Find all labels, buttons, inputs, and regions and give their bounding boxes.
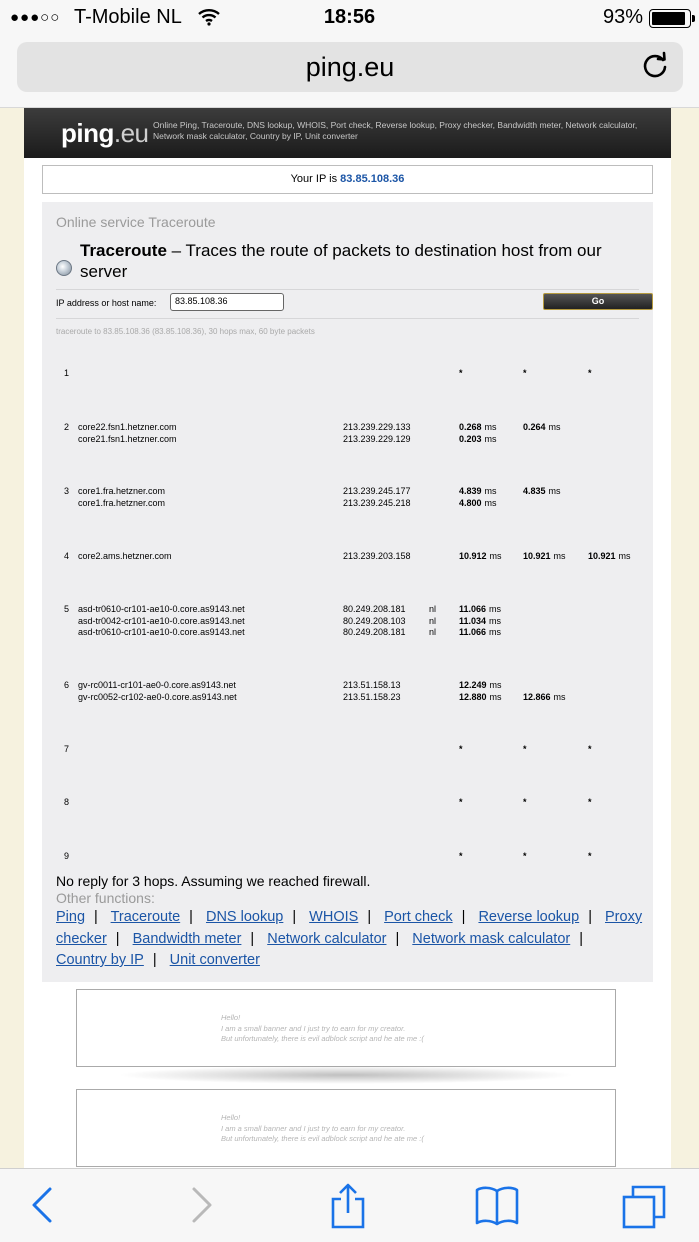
page-title-rest: – Traces the route of packets to destination host from our server (80, 241, 602, 281)
function-link-port-check[interactable]: Port check (384, 909, 453, 925)
hop-hostname-column (78, 551, 172, 563)
hop-ip: 213.239.229.133 (343, 422, 411, 432)
hop-time-column (588, 797, 592, 809)
function-link-reverse-lookup[interactable]: Reverse lookup (478, 909, 580, 925)
hop-time (523, 744, 527, 756)
hop-hostname: core21.fsn1.hetzner.com (78, 433, 177, 444)
battery-fill (652, 12, 685, 25)
hop-hostname: asd-tr0610-cr101-ae10-0.core.as9143.net (78, 627, 245, 637)
hop-hostname-column (78, 604, 245, 639)
hop-time-value: 4.800 (459, 497, 482, 508)
hop-ip-column (343, 680, 401, 703)
hop-time-unit: ms (484, 433, 497, 444)
status-bar (0, 0, 699, 36)
hop-time-column (523, 368, 527, 380)
battery-percent: 93% (602, 6, 643, 28)
hop-number: 7 (64, 744, 70, 754)
clock: 18:56 (323, 6, 376, 28)
banner-text (221, 1113, 424, 1145)
hop-time-unit: ms (489, 627, 502, 637)
hop-hostname: gv-rc0011-cr101-ae0-0.core.as9143.net (78, 680, 236, 690)
hop-time (459, 486, 497, 498)
battery-icon (649, 9, 691, 28)
hop-time-column (523, 551, 566, 563)
hop-time-column (523, 851, 527, 863)
hop-time-value: 4.839 (459, 486, 482, 496)
host-input[interactable]: 83.85.108.36 (170, 293, 284, 311)
hop-time-unit: ms (618, 551, 631, 561)
hop-time-unit: ms (548, 422, 561, 432)
hop-time (459, 692, 502, 704)
address-url[interactable]: ping.eu (305, 52, 395, 82)
forward-icon[interactable] (176, 1183, 224, 1229)
page-title-strong: Traceroute (80, 241, 167, 260)
hop-time-unit: ms (489, 615, 502, 626)
hop-time-unit: ms (553, 691, 566, 702)
hop-time-value: * (588, 797, 592, 807)
hop-time-column (523, 744, 527, 756)
hop-time-value: * (588, 368, 592, 378)
hop-time (459, 616, 501, 628)
tabs-icon[interactable] (620, 1183, 668, 1229)
hop-time-value: * (523, 744, 527, 754)
hop-hostname-column (78, 680, 237, 703)
hop-time (459, 797, 463, 809)
hop-time-value: * (523, 368, 527, 378)
hop-country: nl (429, 604, 437, 614)
hop-time-value: 11.034 (459, 615, 487, 626)
function-link-ping[interactable]: Ping (56, 909, 86, 925)
hop-time-value: 0.268 (459, 422, 482, 432)
hop-country-column (429, 604, 436, 639)
ad-banner (76, 989, 616, 1067)
hop-ip: 213.239.245.177 (343, 486, 411, 496)
hop-time (523, 851, 527, 863)
hop-time-column (459, 744, 463, 756)
link-separator: | (189, 909, 193, 925)
other-functions-label: Other functions: (56, 890, 155, 906)
hop-time-value: 10.912 (459, 551, 487, 561)
page-content (24, 108, 671, 1168)
hop-time-column (588, 744, 592, 756)
hop-time-column (459, 797, 463, 809)
banner-line: But unfortunately, there is evil adblock script and he ate me :( (221, 1034, 424, 1043)
hop-time-value: 12.866 (523, 691, 551, 702)
link-separator: | (292, 909, 297, 925)
hop-time-value: 0.264 (523, 422, 546, 432)
hop-number: 6 (64, 680, 70, 690)
link-separator: | (461, 909, 466, 925)
hop-number: 2 (64, 422, 70, 432)
link-separator: | (579, 930, 584, 947)
hop-time (588, 744, 592, 756)
function-link-network-mask-calculator[interactable]: Network mask calculator (412, 930, 571, 947)
function-link-whois[interactable]: WHOIS (309, 909, 359, 925)
signal-strength-icon: ●●●○○ (10, 9, 61, 26)
hop-time-column (588, 851, 592, 863)
your-ip-label: Your IP is (290, 173, 338, 185)
hop-time (523, 551, 566, 563)
hop-time-value: * (523, 797, 527, 807)
hop-time (459, 368, 463, 380)
hop-time (459, 604, 501, 616)
hop-time-unit: ms (489, 680, 502, 690)
hop-hostname: core1.fra.hetzner.com (78, 497, 166, 508)
hop-time (459, 434, 497, 446)
hop-time-column (459, 422, 497, 445)
hop-time-value: 10.921 (523, 551, 551, 561)
hop-number: 9 (64, 851, 70, 861)
traceroute-panel (42, 202, 653, 982)
hop-time (459, 744, 463, 756)
other-functions-links (56, 907, 646, 972)
hop-ip: 213.239.245.218 (343, 497, 411, 508)
result-note: No reply for 3 hops. Assuming we reached firewall. (56, 873, 371, 889)
page-title (80, 240, 646, 282)
hop-time-unit: ms (484, 497, 497, 508)
back-icon[interactable] (20, 1183, 68, 1229)
hop-time-column (523, 797, 527, 809)
browser-toolbar (0, 1168, 699, 1242)
hop-country: nl (429, 627, 437, 637)
hop-time-unit: ms (484, 422, 497, 432)
link-separator: | (367, 909, 372, 925)
hop-time (459, 851, 463, 863)
hop-number: 1 (64, 368, 70, 378)
function-link-network-calculator[interactable]: Network calculator (267, 930, 387, 947)
hop-time-column (459, 604, 501, 639)
traceroute-info: traceroute to 83.85.108.36 (83.85.108.36), 30 hops max, 60 byte packets (56, 327, 315, 336)
hop-time-column (459, 851, 463, 863)
link-separator: | (152, 952, 157, 968)
hop-ip-column (343, 422, 411, 445)
hop-time (523, 368, 527, 380)
hop-time-column (459, 551, 502, 563)
hop-time-column (459, 486, 497, 509)
hop-time (588, 368, 592, 380)
address-bar[interactable] (17, 42, 683, 92)
hop-ip: 213.239.229.129 (343, 433, 411, 444)
hop-ip: 80.249.208.181 (343, 604, 406, 614)
hop-time-value: 11.066 (459, 627, 487, 637)
hop-time (459, 627, 501, 639)
hop-hostname: asd-tr0042-cr101-ae10-0.core.as9143.net (78, 615, 245, 626)
site-header (24, 108, 671, 158)
hop-ip: 213.239.203.158 (343, 551, 411, 561)
your-ip-box (42, 165, 653, 194)
hop-time-unit: ms (553, 551, 566, 561)
function-link-traceroute[interactable]: Traceroute (110, 909, 181, 925)
banner-text (221, 1013, 424, 1045)
hop-time-value: * (523, 851, 527, 861)
hop-time-column (588, 551, 631, 563)
hop-ip: 213.51.158.13 (343, 680, 401, 690)
hop-time-value: * (459, 797, 463, 807)
banner-line: Hello! (221, 1113, 241, 1122)
logo-tld: .eu (113, 118, 149, 148)
link-separator: | (588, 909, 592, 925)
hop-hostname-column (78, 486, 165, 509)
service-title: Online service Traceroute (56, 214, 216, 230)
hop-time (459, 551, 502, 563)
hop-time (588, 797, 592, 809)
hop-time-value: 0.203 (459, 433, 482, 444)
banner-line: I am a small banner and I just try to earn for my creator. (221, 1023, 406, 1033)
banner-line: Hello! (221, 1013, 241, 1022)
hop-time (588, 551, 631, 563)
hop-time-value: * (588, 744, 592, 754)
traceroute-globe-icon (56, 260, 72, 276)
hop-time-column (523, 486, 561, 498)
bookmarks-icon[interactable] (473, 1183, 521, 1229)
hop-time-value: 10.921 (588, 551, 616, 561)
function-link-country-by-ip[interactable]: Country by IP (56, 952, 144, 968)
share-icon[interactable] (324, 1183, 372, 1229)
hop-time-column (459, 680, 502, 703)
hop-hostname: core22.fsn1.hetzner.com (78, 422, 177, 432)
hop-time-column (588, 368, 592, 380)
hop-ip: 213.51.158.23 (343, 691, 401, 702)
hop-time-unit: ms (489, 691, 502, 702)
function-link-unit-converter[interactable]: Unit converter (169, 952, 260, 968)
hop-time-unit: ms (548, 486, 561, 496)
link-separator: | (250, 930, 255, 947)
function-link-bandwidth-meter[interactable]: Bandwidth meter (132, 930, 242, 947)
function-link-proxy-checker[interactable]: Proxy checker (56, 909, 643, 947)
hop-hostname: asd-tr0610-cr101-ae10-0.core.as9143.net (78, 604, 245, 614)
banner-line: But unfortunately, there is evil adblock script and he ate me :( (221, 1134, 424, 1143)
divider (56, 289, 639, 290)
hop-time-value: * (588, 851, 592, 861)
hop-time-value: 11.066 (459, 604, 487, 614)
hop-time-value: * (459, 744, 463, 754)
hop-time-value: 4.835 (523, 486, 546, 496)
hop-hostname: core1.fra.hetzner.com (78, 486, 166, 496)
banner-line: I am a small banner and I just try to earn for my creator. (221, 1123, 406, 1133)
link-separator: | (94, 909, 98, 925)
hop-time (523, 692, 566, 704)
function-link-dns-lookup[interactable]: DNS lookup (205, 909, 284, 925)
site-logo[interactable] (61, 118, 149, 149)
hop-time-value: 12.880 (459, 691, 487, 702)
hop-time-unit: ms (489, 551, 502, 561)
hop-number: 3 (64, 486, 70, 496)
hop-ip-column (343, 486, 411, 509)
go-button[interactable]: Go (543, 293, 653, 310)
link-separator: | (115, 930, 120, 947)
hop-hostname-column (78, 422, 177, 445)
ad-banner (76, 1089, 616, 1167)
hop-time (459, 680, 502, 692)
hop-time-unit: ms (489, 604, 502, 614)
logo-main: ping (61, 118, 114, 148)
reload-icon[interactable] (639, 50, 671, 82)
hop-time (523, 680, 566, 692)
link-separator: | (395, 930, 400, 947)
hop-hostname: core2.ams.hetzner.com (78, 551, 172, 561)
hop-time (523, 422, 561, 434)
hop-time-column (523, 422, 561, 434)
carrier-name: T-Mobile NL (74, 6, 182, 28)
hop-time (523, 486, 561, 498)
hop-number: 5 (64, 604, 70, 614)
hop-ip: 80.249.208.181 (343, 627, 406, 637)
hop-time (588, 851, 592, 863)
hop-number: 4 (64, 551, 70, 561)
hop-ip: 80.249.208.103 (343, 615, 406, 626)
hop-number: 8 (64, 797, 70, 807)
hop-time-value: 12.249 (459, 680, 487, 690)
hop-time (523, 797, 527, 809)
divider (56, 318, 639, 319)
hop-time (459, 422, 497, 434)
hop-hostname: gv-rc0052-cr102-ae0-0.core.as9143.net (78, 691, 237, 702)
banner-shadow (116, 1066, 576, 1084)
hop-time-unit: ms (484, 486, 497, 496)
your-ip-value: 83.85.108.36 (340, 173, 405, 185)
hop-time-column (459, 368, 463, 380)
browser-address-area (0, 36, 699, 108)
hop-time-column (523, 680, 566, 703)
header-nav-text: Online Ping, Traceroute, DNS lookup, WHOIS, Port check, Reverse lookup, Proxy checker, Bandwidth meter, Network calculator, Network mask calculator, Country by IP, Unit converter (153, 120, 638, 141)
hop-time (459, 498, 497, 510)
hop-ip-column (343, 551, 411, 563)
hop-ip-column (343, 604, 406, 639)
hop-time-value: * (459, 368, 463, 378)
hop-country: nl (429, 615, 437, 626)
hop-time-value: * (459, 851, 463, 861)
host-field-label: IP address or host name: (56, 298, 157, 308)
